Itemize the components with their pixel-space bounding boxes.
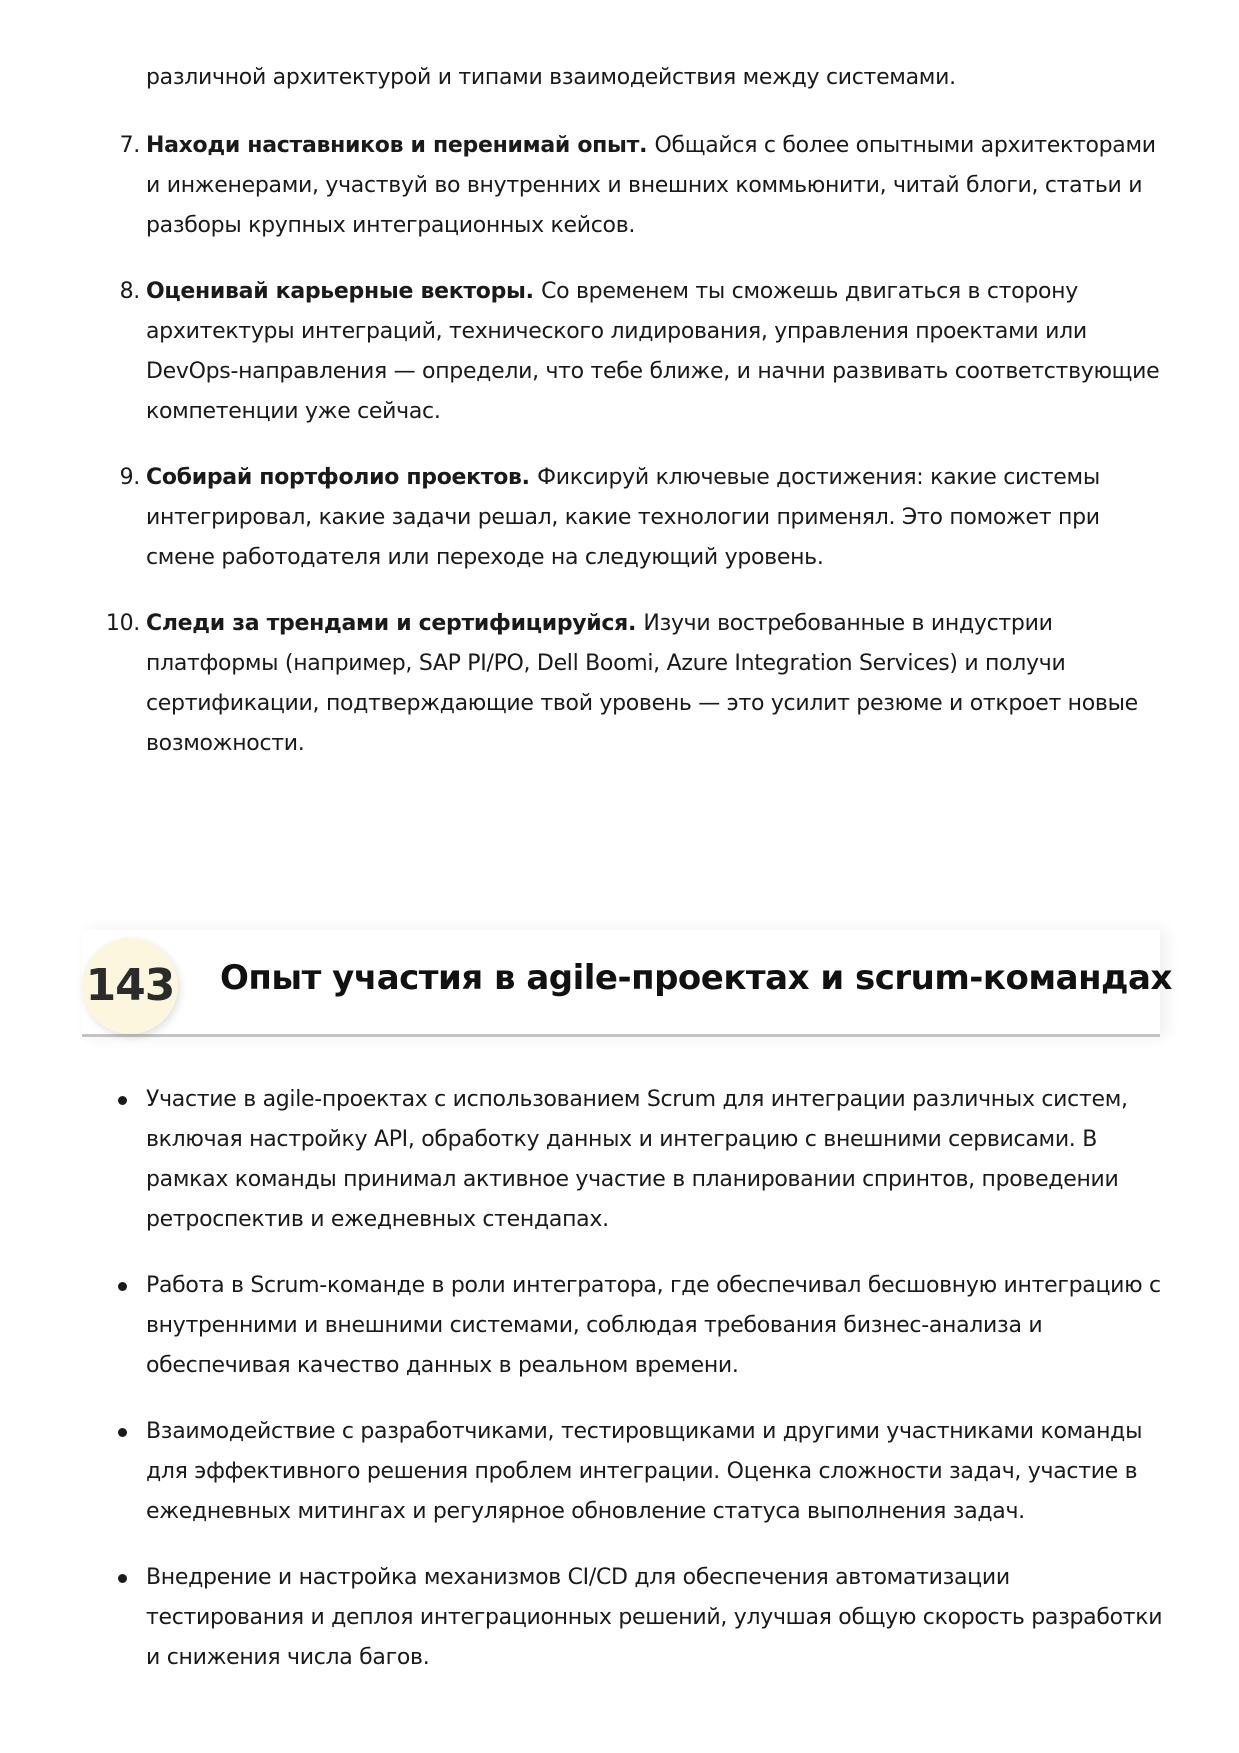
list-item bbox=[82, 604, 1172, 764]
bullet-item bbox=[82, 1412, 1172, 1532]
bullet-dot-icon bbox=[118, 1096, 127, 1105]
bullet-item bbox=[82, 1558, 1172, 1678]
list-item-number: 7. bbox=[119, 133, 140, 158]
list-item-number: 9. bbox=[119, 465, 140, 490]
list-item-text: Общайся с более опытными архитекторами и инженерами, участвуй во внутренних и внешних коммьюнити, читай блоги, статьи и разборы крупных интеграционных кейсов. bbox=[146, 133, 1156, 238]
list-item-text: Со временем ты сможешь двигаться в сторону архитектуры интеграций, технического лидирования, управления проектами или DevOps-направления — определи, что тебе ближе, и начни развивать соответствующие компетенции уже сейчас. bbox=[146, 279, 1160, 424]
list-item-heading: Оценивай карьерные векторы. bbox=[146, 279, 542, 304]
list-item bbox=[82, 458, 1172, 578]
list-item bbox=[82, 272, 1172, 432]
bullet-item bbox=[82, 1266, 1172, 1386]
section-number-badge: 143 bbox=[82, 938, 178, 1034]
list-item-heading: Собирай портфолио проектов. bbox=[146, 465, 538, 490]
bullet-text: Внедрение и настройка механизмов CI/CD для обеспечения автоматизации тестирования и деплоя интеграционных решений, улучшая общую скорость разработки и снижения числа багов. bbox=[146, 1565, 1163, 1670]
bullet-item bbox=[82, 1080, 1172, 1240]
carryover-paragraph: различной архитектурой и типами взаимодействия между системами. bbox=[146, 65, 956, 90]
list-item bbox=[82, 126, 1172, 246]
section-title: Опыт участия в agile-проектах и scrum-командах bbox=[220, 958, 1172, 998]
list-item-heading: Находи наставников и перенимай опыт. bbox=[146, 133, 655, 158]
bullet-dot-icon bbox=[118, 1282, 127, 1291]
bullet-text: Работа в Scrum-команде в роли интегратора, где обеспечивал бесшовную интеграцию с внутренними и внешними системами, соблюдая требования бизнес-анализа и обеспечивая качество данных в реальном времени. bbox=[146, 1273, 1161, 1378]
bullet-list bbox=[82, 1080, 1172, 1704]
bullet-text: Взаимодействие с разработчиками, тестировщиками и другими участниками команды для эффективного решения проблем интеграции. Оценка сложности задач, участие в ежедневных митингах и регулярное обновление статуса выполнения задач. bbox=[146, 1419, 1143, 1524]
list-item-heading: Следи за трендами и сертифицируйся. bbox=[146, 611, 644, 636]
list-item-number: 10. bbox=[105, 611, 140, 636]
bullet-dot-icon bbox=[118, 1574, 127, 1583]
list-item-text: Изучи востребованные в индустрии платформы (например, SAP PI/PO, Dell Boomi, Azure Integration Services) и получи сертификации, подтверждающие твой уровень — это усилит резюме и откроет новые возможности. bbox=[146, 611, 1138, 756]
bullet-text: Участие в agile-проектах с использованием Scrum для интеграции различных систем, включая настройку API, обработку данных и интеграцию с внешними сервисами. В рамках команды принимал активное участие в планировании спринтов, проведении ретроспектив и ежедневных стендапах. bbox=[146, 1087, 1128, 1232]
numbered-list bbox=[82, 126, 1172, 790]
bullet-dot-icon bbox=[118, 1428, 127, 1437]
list-item-number: 8. bbox=[119, 279, 140, 304]
list-item-text: Фиксируй ключевые достижения: какие системы интегрировал, какие задачи решал, какие технологии применял. Это поможет при смене работодателя или переходе на следующий уровень. bbox=[146, 465, 1100, 570]
section-header bbox=[82, 930, 1172, 1040]
